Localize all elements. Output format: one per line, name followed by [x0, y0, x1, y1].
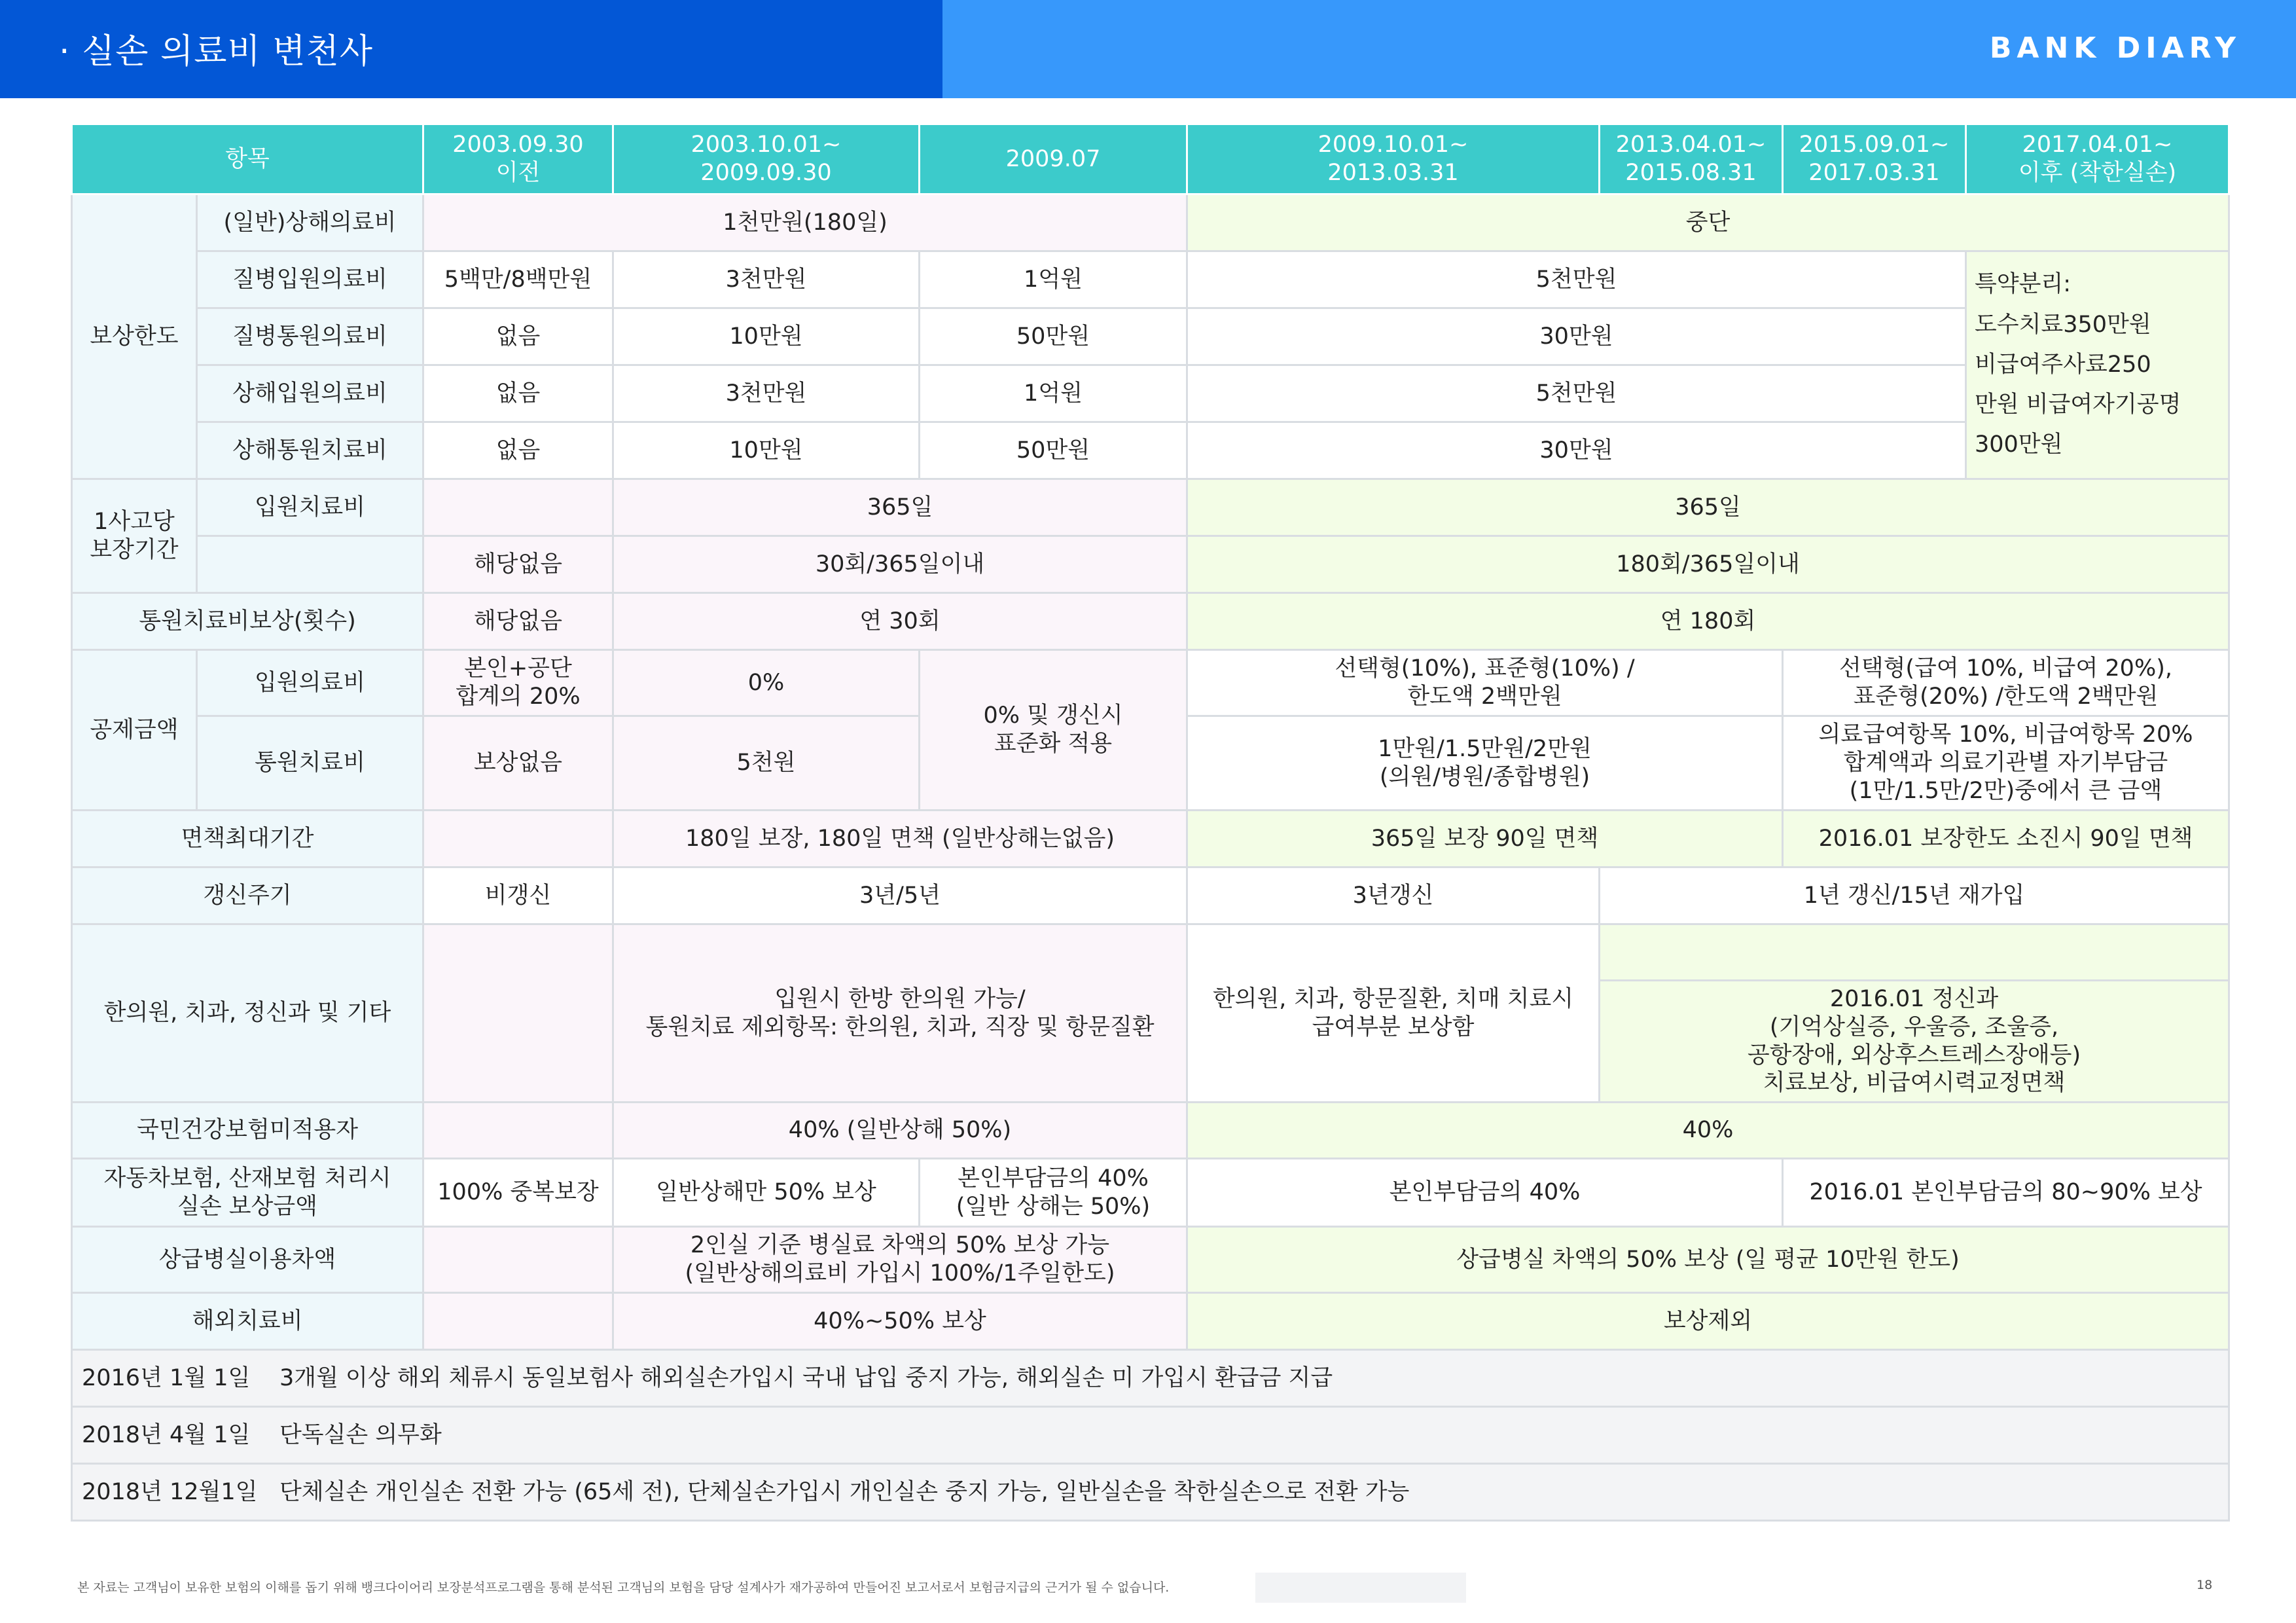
col-header-period-5	[1600, 124, 1783, 194]
table-row	[72, 1103, 2229, 1159]
row-label: 해외치료비	[72, 1293, 423, 1350]
table-cell-empty	[1600, 924, 2229, 981]
table-cell-empty	[423, 924, 613, 1103]
note-row	[72, 1350, 2229, 1407]
row-label: 입원의료비	[197, 650, 423, 716]
table-cell: 없음	[423, 422, 613, 479]
note-row	[72, 1407, 2229, 1464]
note-text: 단독실손 의무화	[279, 1421, 442, 1448]
col-header-period-7-text: 2017.04.01~ 이후 (착한실손)	[2018, 132, 2177, 186]
group-label-limit: 보상한도	[72, 194, 197, 479]
table-cell-empty	[423, 1293, 613, 1350]
table-cell: 5천만원	[1187, 251, 1966, 308]
table-cell: 일반상해만 50% 보상	[613, 1159, 920, 1227]
row-label: 통원치료비	[197, 716, 423, 811]
table-cell: 10만원	[613, 422, 920, 479]
col-header-period-2	[613, 124, 920, 194]
table-cell	[613, 1227, 1187, 1293]
table-cell: 365일	[613, 479, 1187, 536]
table-cell: 1년 갱신/15년 재가입	[1600, 867, 2229, 924]
table-cell-text: 본인+공단 합계의 20%	[456, 655, 581, 710]
note-date: 2016년 1월 1일	[82, 1364, 251, 1391]
table-cell	[1783, 650, 2229, 716]
group-label-deductible: 공제금액	[72, 650, 197, 811]
table-cell: 중단	[1187, 194, 2229, 251]
table-row	[72, 1159, 2229, 1227]
table-cell: 해당없음	[423, 536, 613, 593]
table-cell	[920, 650, 1187, 811]
table-cell: 없음	[423, 365, 613, 422]
table-cell	[1783, 716, 2229, 811]
table-cell	[423, 650, 613, 716]
table-cell-text: 선택형(10%), 표준형(10%) / 한도액 2백만원	[1335, 655, 1635, 710]
table-row	[72, 811, 2229, 867]
group-label-period	[72, 479, 197, 593]
col-header-period-5-text: 2013.04.01~ 2015.08.31	[1615, 132, 1767, 186]
group-label-period-text: 1사고당 보장기간	[90, 508, 179, 563]
table-cell: 0%	[613, 650, 920, 716]
row-label	[72, 1159, 423, 1227]
table-cell: 180회/365일이내	[1187, 536, 2229, 593]
table-cell	[1187, 650, 1783, 716]
table-cell: 100% 중복보장	[423, 1159, 613, 1227]
table-cell: 40%	[1187, 1103, 2229, 1159]
table-cell-empty	[423, 479, 613, 536]
table-cell: 비갱신	[423, 867, 613, 924]
col-header-period-4-text: 2009.10.01~ 2013.03.31	[1318, 132, 1469, 186]
table-cell: 3천만원	[613, 365, 920, 422]
row-label: 상해입원의료비	[197, 365, 423, 422]
col-header-period-2-text: 2003.10.01~ 2009.09.30	[691, 132, 842, 186]
table-cell: 30회/365일이내	[613, 536, 1187, 593]
table-cell: 180일 보장, 180일 면책 (일반상해는없음)	[613, 811, 1187, 867]
table-cell: 5백만/8백만원	[423, 251, 613, 308]
table-cell: 2016.01 보장한도 소진시 90일 면책	[1783, 811, 2229, 867]
table-cell: 40%~50% 보상	[613, 1293, 1187, 1350]
row-label: 입원치료비	[197, 479, 423, 536]
header	[0, 0, 2296, 98]
row-label: 질병입원의료비	[197, 251, 423, 308]
row-label: (일반)상해의료비	[197, 194, 423, 251]
row-label: 면책최대기간	[72, 811, 423, 867]
table-cell: 1억원	[920, 251, 1187, 308]
table-cell: 해당없음	[423, 593, 613, 650]
col-header-period-4	[1187, 124, 1600, 194]
table-cell: 보상제외	[1187, 1293, 2229, 1350]
table-row	[72, 365, 2229, 422]
table-row	[72, 536, 2229, 593]
row-label-empty	[197, 536, 423, 593]
table-cell	[920, 1159, 1187, 1227]
table-cell: 없음	[423, 308, 613, 365]
table-cell: 40% (일반상해 50%)	[613, 1103, 1187, 1159]
table-row	[72, 867, 2229, 924]
row-label: 국민건강보험미적용자	[72, 1103, 423, 1159]
footer-disclaimer: 본 자료는 고객님이 보유한 보험의 이해를 돕기 위해 뱅크다이어리 보장분석프로그램을 통해 분석된 고객님의 보험을 담당 설계사가 재가공하여 만들어진 보고서로서 보험금지급의 근거가 될 수 없습니다.	[77, 1580, 1170, 1595]
col-header-period-6-text: 2015.09.01~ 2017.03.31	[1799, 132, 1950, 186]
table-cell	[1187, 924, 1600, 1103]
table-row	[72, 593, 2229, 650]
row-label-text: 자동차보험, 산재보험 처리시 실손 보상금액	[103, 1165, 391, 1220]
special-clause-note	[1966, 251, 2229, 479]
row-label: 상급병실이용차액	[72, 1227, 423, 1293]
table-cell: 10만원	[613, 308, 920, 365]
table-cell-text: 선택형(급여 10%, 비급여 20%), 표준형(20%) /한도액 2백만원	[1839, 655, 2172, 710]
bank-diary-logo: BANK DIARY	[1989, 31, 2241, 65]
col-header-item: 항목	[72, 124, 423, 194]
history-table	[71, 123, 2230, 1522]
history-table-wrapper	[71, 123, 2228, 1522]
table-cell: 보상없음	[423, 716, 613, 811]
col-header-period-6	[1783, 124, 1966, 194]
table-cell-text: 입원시 한방 한의원 가능/ 통원치료 제외항목: 한의원, 치과, 직장 및 항문질환	[645, 985, 1155, 1040]
header-title-band	[0, 0, 942, 98]
table-cell: 3년갱신	[1187, 867, 1600, 924]
col-header-period-7	[1966, 124, 2229, 194]
table-cell: 5천만원	[1187, 365, 1966, 422]
note-row	[72, 1464, 2229, 1521]
note-date: 2018년 12월1일	[82, 1478, 258, 1505]
footer-blank-box	[1255, 1573, 1466, 1603]
table-row	[72, 479, 2229, 536]
table-cell-text: 본인부담금의 40% (일반 상해는 50%)	[956, 1165, 1151, 1220]
table-row	[72, 650, 2229, 716]
table-row	[72, 1293, 2229, 1350]
row-label: 한의원, 치과, 정신과 및 기타	[72, 924, 423, 1103]
table-header-row	[72, 124, 2229, 194]
table-row	[72, 924, 2229, 981]
col-header-period-3: 2009.07	[920, 124, 1187, 194]
page-title: · 실손 의료비 변천사	[59, 32, 373, 71]
table-cell-text: 한의원, 치과, 항문질환, 치매 치료시 급여부분 보상함	[1212, 985, 1574, 1040]
note-cell	[72, 1350, 2229, 1407]
col-header-period-1	[423, 124, 613, 194]
table-cell: 50만원	[920, 308, 1187, 365]
table-cell	[613, 924, 1187, 1103]
table-cell: 3년/5년	[613, 867, 1187, 924]
note-cell	[72, 1407, 2229, 1464]
table-cell	[1600, 981, 2229, 1103]
table-cell-text: 1만원/1.5만원/2만원 (의원/병원/종합병원)	[1378, 735, 1592, 790]
row-label: 상해통원치료비	[197, 422, 423, 479]
col-header-period-1-text: 2003.09.30 이전	[452, 132, 584, 186]
note-text: 3개월 이상 해외 체류시 동일보험사 해외실손가입시 국내 납입 중지 가능, 해외실손 미 가입시 환급금 지급	[279, 1364, 1333, 1391]
special-clause-note-text: 특약분리: 도수치료350만원 비급여주사료250 만원 비급여자기공명 300만원	[1975, 271, 2181, 458]
row-label: 갱신주기	[72, 867, 423, 924]
table-cell: 2016.01 본인부담금의 80~90% 보상	[1783, 1159, 2229, 1227]
table-cell	[1187, 716, 1783, 811]
table-cell-text: 2인실 기준 병실료 차액의 50% 보상 가능 (일반상해의료비 가입시 100%/1주일한도)	[685, 1232, 1115, 1286]
table-row	[72, 251, 2229, 308]
table-cell-empty	[423, 811, 613, 867]
header-logo-band	[942, 0, 2296, 98]
note-cell	[72, 1464, 2229, 1521]
table-cell-text: 의료급여항목 10%, 비급여항목 20% 합계액과 의료기관별 자기부담금 (1만/1.5만/2만)중에서 큰 금액	[1818, 721, 2193, 804]
note-date: 2018년 4월 1일	[82, 1421, 251, 1448]
table-cell: 30만원	[1187, 422, 1966, 479]
table-cell: 1억원	[920, 365, 1187, 422]
table-row	[72, 1227, 2229, 1293]
table-row	[72, 194, 2229, 251]
page-number: 18	[2197, 1578, 2213, 1592]
table-cell-empty	[423, 1227, 613, 1293]
table-cell: 365일 보장 90일 면책	[1187, 811, 1783, 867]
note-text: 단체실손 개인실손 전환 가능 (65세 전), 단체실손가입시 개인실손 중지 가능, 일반실손을 착한실손으로 전환 가능	[279, 1478, 1410, 1505]
table-cell: 3천만원	[613, 251, 920, 308]
table-cell: 연 30회	[613, 593, 1187, 650]
table-cell-text: 2016.01 정신과 (기억상실증, 우울증, 조울증, 공항장애, 외상후스트레스장애등) 치료보상, 비급여시력교정면책	[1747, 986, 2081, 1097]
table-cell: 상급병실 차액의 50% 보상 (일 평균 10만원 한도)	[1187, 1227, 2229, 1293]
table-cell-empty	[423, 1103, 613, 1159]
table-cell: 50만원	[920, 422, 1187, 479]
row-label: 통원치료비보상(횟수)	[72, 593, 423, 650]
row-label: 질병통원의료비	[197, 308, 423, 365]
table-row	[72, 422, 2229, 479]
table-cell: 365일	[1187, 479, 2229, 536]
table-cell: 본인부담금의 40%	[1187, 1159, 1783, 1227]
table-cell: 30만원	[1187, 308, 1966, 365]
table-cell: 1천만원(180일)	[423, 194, 1187, 251]
table-cell: 연 180회	[1187, 593, 2229, 650]
table-cell-text: 0% 및 갱신시 표준화 적용	[983, 702, 1123, 757]
table-cell: 5천원	[613, 716, 920, 811]
table-row	[72, 308, 2229, 365]
